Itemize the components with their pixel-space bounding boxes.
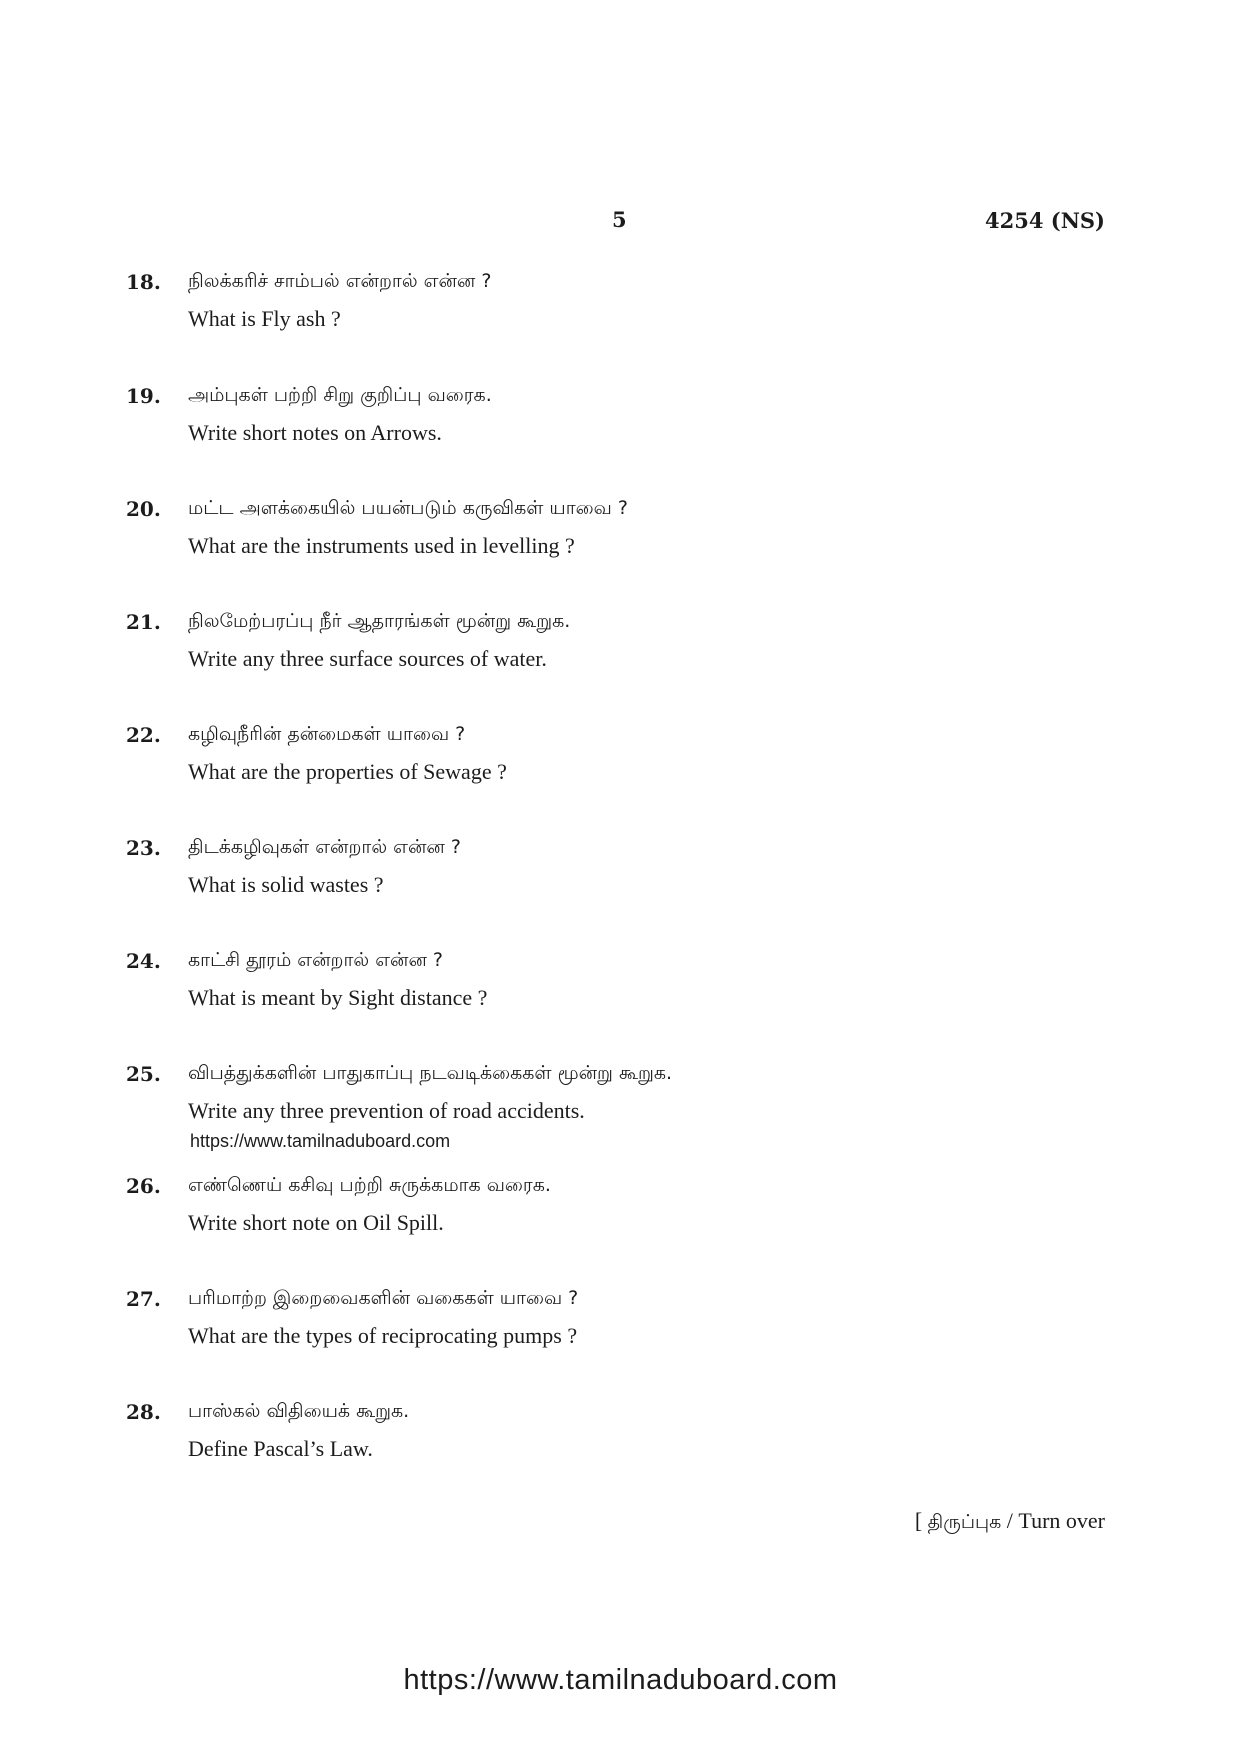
turn-over-english: Turn over [1018,1508,1105,1533]
question-number: 22. [126,723,161,747]
question-number: 28. [126,1400,161,1424]
question-text-english: What is solid wastes ? [188,872,384,897]
question-text-english: Write short notes on Arrows. [188,420,442,445]
question-text-english: What is meant by Sight distance ? [188,985,488,1010]
question-text-english: What are the properties of Sewage ? [188,759,507,784]
turn-over-tamil: திருப்புக [927,1511,1002,1533]
question-text-english: What are the types of reciprocating pumps ? [188,1323,578,1348]
question-text-tamil: எண்ணெய் கசிவு பற்றி சுருக்கமாக வரைக. [188,1174,551,1196]
question-text-tamil: கழிவுநீரின் தன்மைகள் யாவை ? [188,723,466,745]
question-text-english: What are the instruments used in levelling ? [188,533,575,558]
question-text-english: Write any three prevention of road accidents. [188,1098,585,1123]
question-text-tamil: பரிமாற்ற இறைவைகளின் வகைகள் யாவை ? [188,1287,579,1309]
question-number: 23. [126,836,161,860]
turn-over-separator: / [1006,1508,1013,1533]
question-number: 27. [126,1287,161,1311]
inline-source-url: https://www.tamilnaduboard.com [190,1131,451,1151]
question-number: 24. [126,949,161,973]
question-text-tamil: நிலக்கரிச் சாம்பல் என்றால் என்ன ? [188,270,492,292]
question-text-english: What is Fly ash ? [188,306,341,331]
turn-over-note [915,1508,1105,1536]
question-number: 25. [126,1062,161,1086]
question-text-tamil: விபத்துக்களின் பாதுகாப்பு நடவடிக்கைகள் மூன்று கூறுக. [188,1062,673,1084]
question-number: 19. [126,384,161,408]
question-text-tamil: நிலமேற்பரப்பு நீர் ஆதாரங்கள் மூன்று கூறுக. [188,610,571,632]
question-text-tamil: அம்புகள் பற்றி சிறு குறிப்பு வரைக. [188,384,492,406]
question-text-tamil: காட்சி தூரம் என்றால் என்ன ? [188,949,444,971]
question-number: 26. [126,1174,161,1198]
question-text-english: Write short note on Oil Spill. [188,1210,444,1235]
paper-code: 4254 (NS) [985,208,1105,233]
question-number: 21. [126,610,161,634]
question-text-tamil: மட்ட அளக்கையில் பயன்படும் கருவிகள் யாவை ? [188,497,628,519]
question-text-tamil: பாஸ்கல் விதியைக் கூறுக. [188,1400,410,1422]
question-number: 20. [126,497,161,521]
question-text-tamil: திடக்கழிவுகள் என்றால் என்ன ? [188,836,461,858]
question-text-english: Write any three surface sources of water. [188,646,547,671]
question-number: 18. [126,270,161,294]
footer-source-url: https://www.tamilnaduboard.com [403,1664,838,1696]
turn-over-bracket: [ [914,1508,923,1533]
question-text-english: Define Pascal’s Law. [188,1436,373,1461]
page-number: 5 [612,207,627,232]
